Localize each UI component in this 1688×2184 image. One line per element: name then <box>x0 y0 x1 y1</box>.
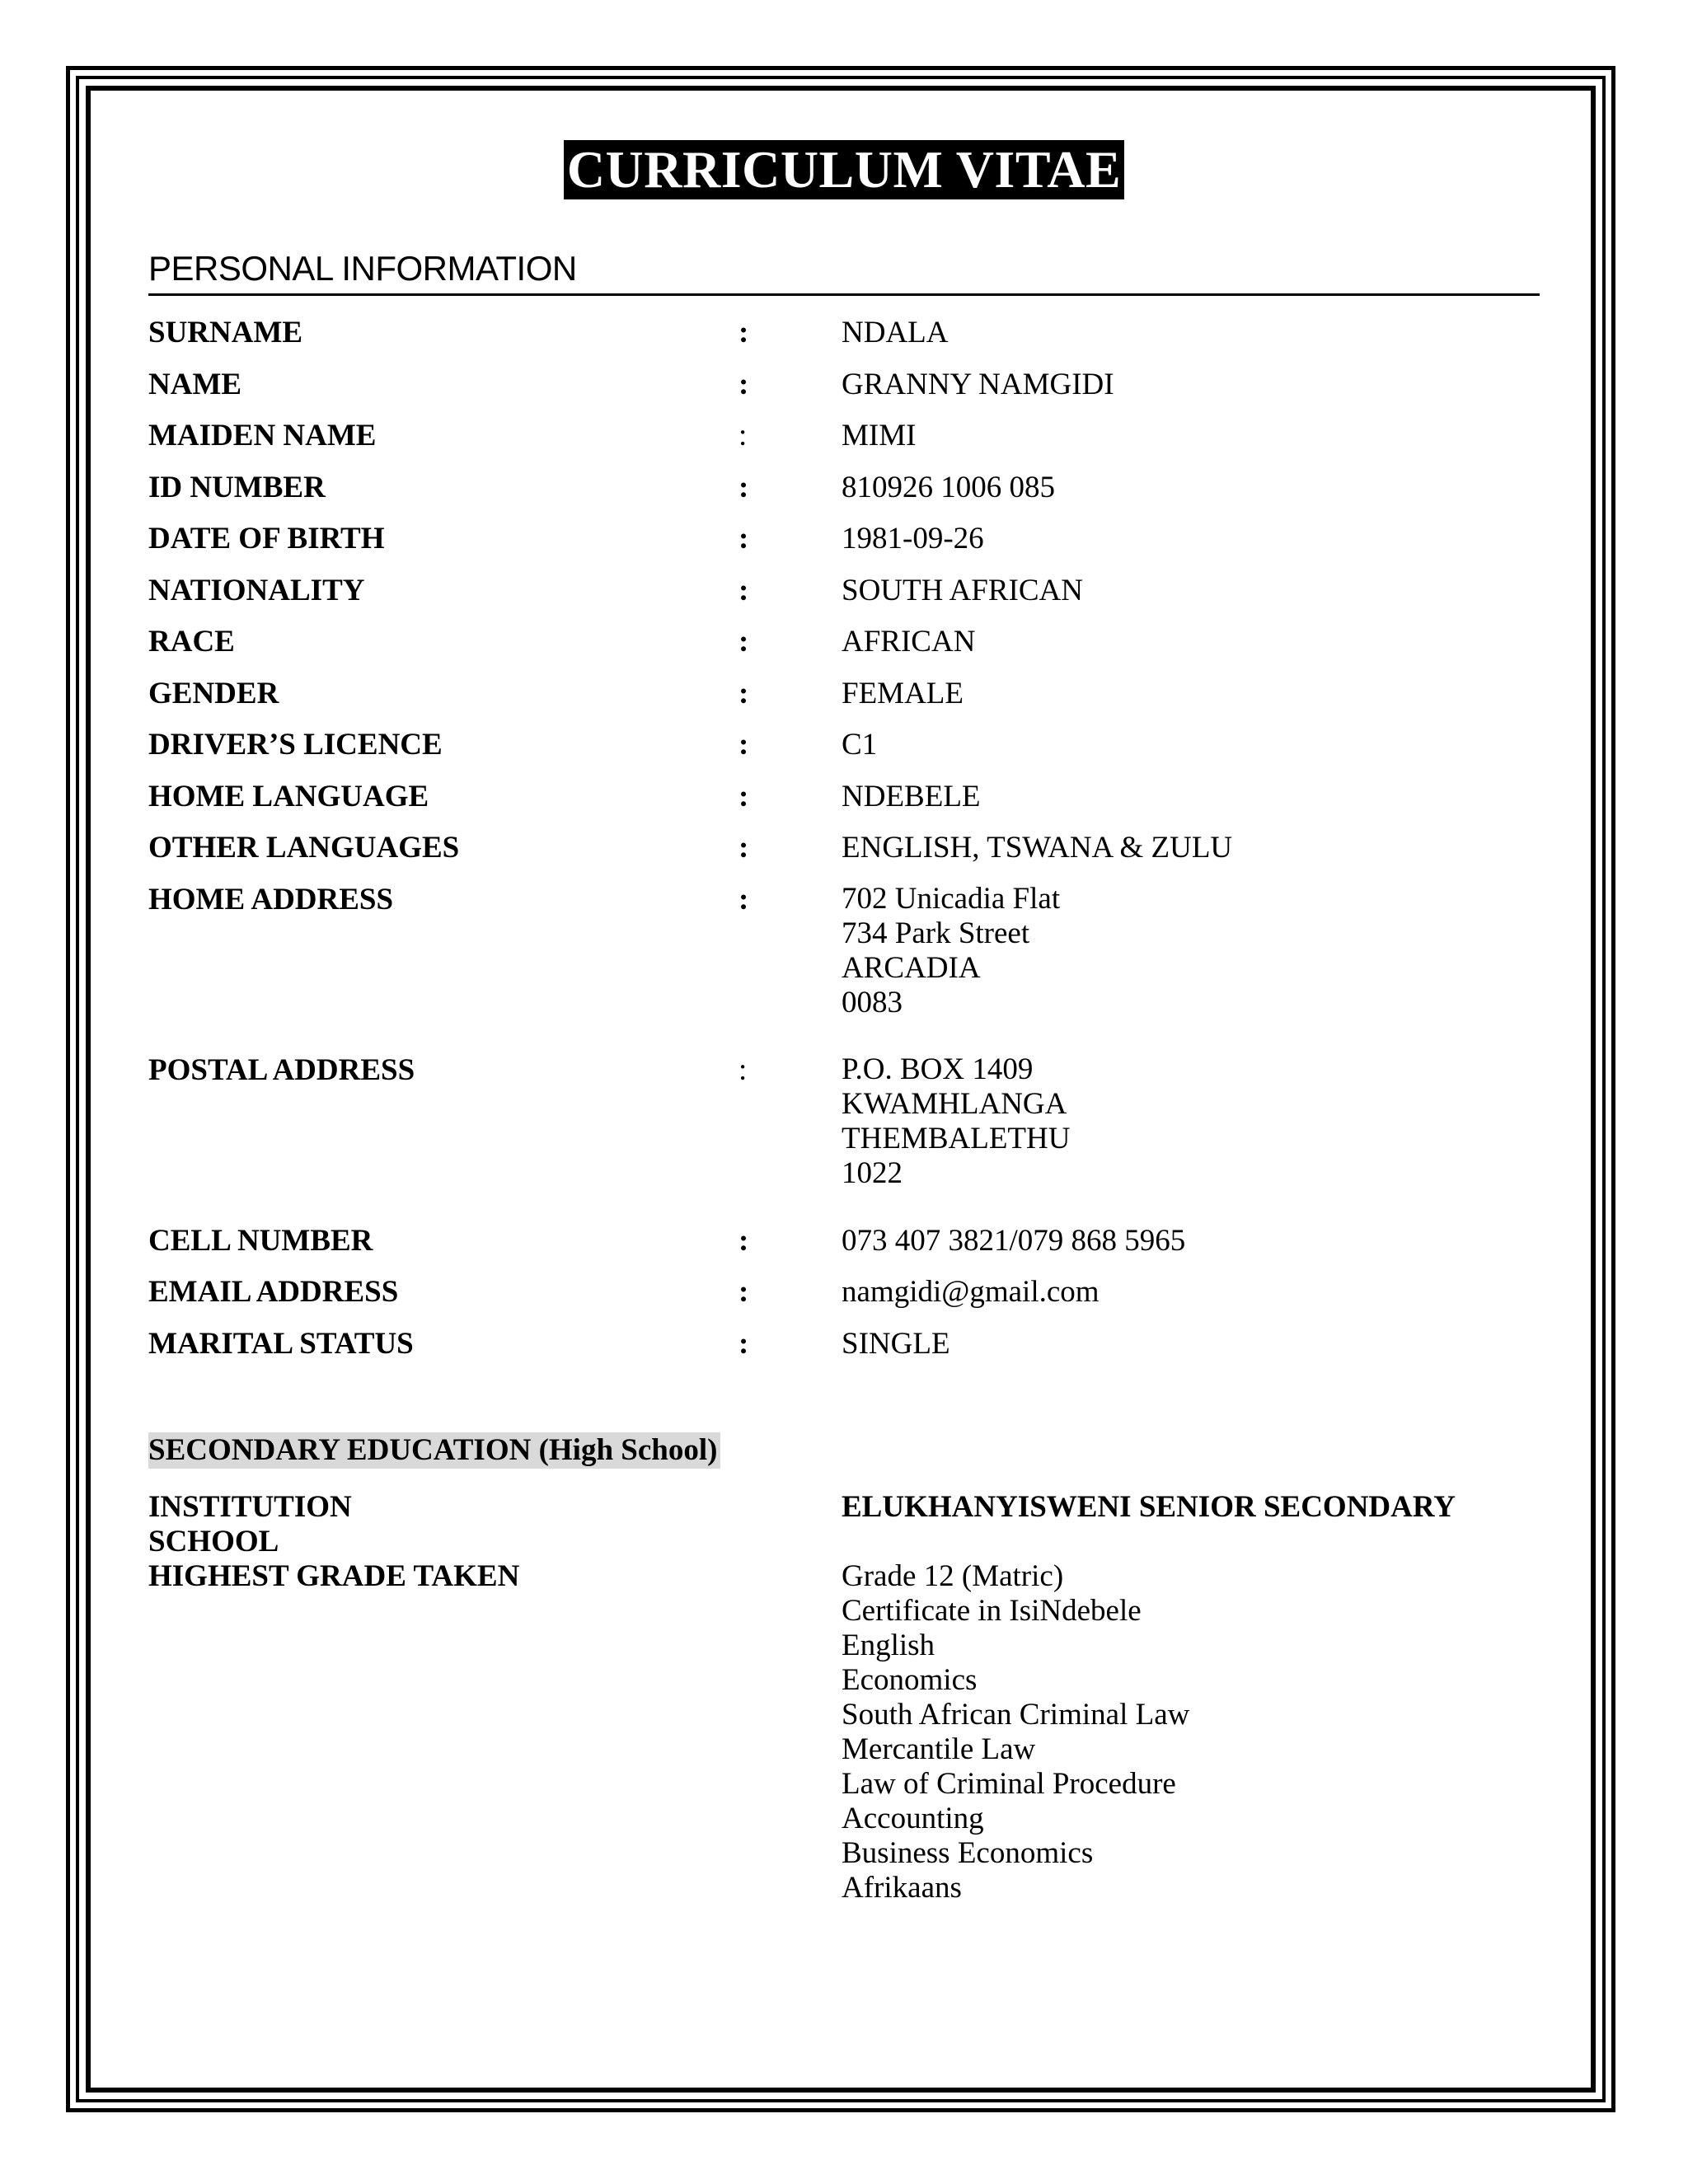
field-value: GRANNY NAMGIDI <box>842 367 1114 401</box>
subject-item: Business Economics <box>842 1836 1094 1870</box>
field-value: MIMI <box>842 419 917 452</box>
field-row-race <box>148 624 1541 676</box>
institution-label-line: SCHOOL <box>148 1525 279 1558</box>
institution-value: ELUKHANYISWENI SENIOR SECONDARY <box>842 1490 1456 1524</box>
address-line: 0083 <box>842 985 903 1019</box>
field-row-id-number <box>148 470 1541 522</box>
field-value-address <box>842 882 1060 1020</box>
address-line: 702 Unicadia Flat <box>842 881 1061 916</box>
field-separator: : <box>738 676 749 710</box>
field-separator: : <box>738 470 749 504</box>
field-value-address <box>842 1052 1070 1191</box>
field-label: RACE <box>148 625 235 658</box>
field-value: 810926 1006 085 <box>842 470 1055 504</box>
subject-item: South African Criminal Law <box>842 1698 1190 1732</box>
field-separator: : <box>738 1326 749 1361</box>
subject-item: Economics <box>842 1663 978 1697</box>
address-line: P.O. BOX 1409 <box>842 1052 1034 1086</box>
field-label: HOME LANGUAGE <box>148 779 429 813</box>
field-separator: : <box>738 831 749 865</box>
field-separator: : <box>738 316 749 349</box>
field-row-gender <box>148 676 1541 728</box>
institution-label <box>148 1490 842 1559</box>
field-label: GENDER <box>148 676 279 710</box>
subject-item: Afrikaans <box>842 1871 962 1905</box>
subject-item: Grade 12 (Matric) <box>842 1559 1064 1593</box>
field-row-cell-number <box>148 1223 1541 1275</box>
address-line: ARCADIA <box>842 950 981 985</box>
field-value: namgidi@gmail.com <box>842 1275 1100 1309</box>
field-row-maiden-name <box>148 418 1541 470</box>
field-value: SOUTH AFRICAN <box>842 573 1083 607</box>
field-separator: : <box>738 728 749 762</box>
subject-item: Accounting <box>842 1802 984 1835</box>
subject-item: Certificate in IsiNdebele <box>842 1594 1142 1628</box>
field-label: OTHER LANGUAGES <box>148 831 460 865</box>
field-value: AFRICAN <box>842 625 976 658</box>
field-label: MARITAL STATUS <box>148 1326 414 1361</box>
field-separator: : <box>738 625 749 658</box>
field-separator: : <box>738 522 749 555</box>
field-separator: : <box>738 573 749 607</box>
field-row-surname <box>148 315 1541 367</box>
field-label: DRIVER’S LICENCE <box>148 728 443 762</box>
subject-item: English <box>842 1629 935 1662</box>
field-row-email-address <box>148 1274 1541 1326</box>
grade-label: HIGHEST GRADE TAKEN <box>148 1559 520 1593</box>
field-separator: : <box>738 1223 749 1258</box>
field-separator: : <box>738 1275 749 1309</box>
field-row-postal-address <box>148 1052 1541 1223</box>
address-line: THEMBALETHU <box>842 1121 1071 1155</box>
field-label: HOME ADDRESS <box>148 882 394 916</box>
document-title: CURRICULUM VITAE <box>564 140 1124 199</box>
field-value: NDEBELE <box>842 779 981 813</box>
field-value: ENGLISH, TSWANA & ZULU <box>842 831 1233 865</box>
field-value: NDALA <box>842 316 949 349</box>
field-value: SINGLE <box>842 1326 950 1361</box>
field-separator: : <box>738 779 749 813</box>
subjects-list <box>842 1559 1189 1905</box>
subject-item: Mercantile Law <box>842 1732 1036 1766</box>
field-value: 1981-09-26 <box>842 522 984 555</box>
field-row-nationality <box>148 573 1541 625</box>
secondary-education-heading: SECONDARY EDUCATION (High School) <box>148 1432 720 1469</box>
address-line: KWAMHLANGA <box>842 1086 1067 1121</box>
education-row-institution <box>148 1490 1541 1559</box>
field-row-date-of-birth <box>148 521 1541 573</box>
subject-item: Law of Criminal Procedure <box>842 1767 1176 1801</box>
address-line: 1022 <box>842 1155 903 1190</box>
field-label: NATIONALITY <box>148 573 365 607</box>
field-row-home-address <box>148 882 1541 1052</box>
field-label: MAIDEN NAME <box>148 419 377 452</box>
title-container <box>0 140 1688 199</box>
field-label: DATE OF BIRTH <box>148 522 385 555</box>
field-label: EMAIL ADDRESS <box>148 1275 399 1309</box>
field-row-name <box>148 367 1541 419</box>
field-label: NAME <box>148 367 242 401</box>
personal-information-table <box>148 315 1541 1377</box>
field-separator: : <box>738 367 749 401</box>
field-separator: : <box>738 1052 748 1087</box>
education-row-grade <box>148 1559 1541 1905</box>
field-row-drivers-licence <box>148 727 1541 779</box>
field-label: POSTAL ADDRESS <box>148 1052 415 1087</box>
institution-label-line: INSTITUTION <box>148 1490 352 1524</box>
field-separator: : <box>738 882 749 916</box>
field-value: 073 407 3821/079 868 5965 <box>842 1223 1186 1258</box>
personal-information-heading: PERSONAL INFORMATION <box>148 247 1540 296</box>
field-row-other-languages <box>148 830 1541 882</box>
field-label: SURNAME <box>148 316 303 349</box>
field-separator: : <box>738 419 748 452</box>
address-line: 734 Park Street <box>842 916 1030 950</box>
field-label: ID NUMBER <box>148 470 326 504</box>
field-row-marital-status <box>148 1326 1541 1378</box>
field-value: C1 <box>842 728 878 762</box>
secondary-education-table <box>148 1490 1541 1905</box>
field-label: CELL NUMBER <box>148 1223 373 1258</box>
field-row-home-language <box>148 779 1541 831</box>
field-value: FEMALE <box>842 676 964 710</box>
